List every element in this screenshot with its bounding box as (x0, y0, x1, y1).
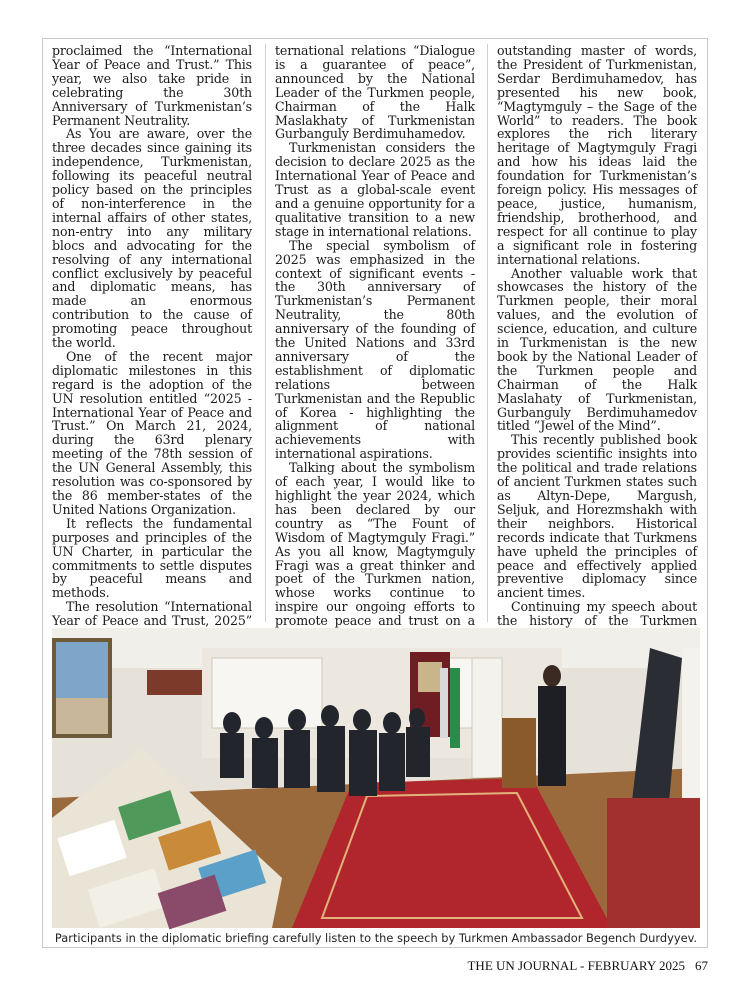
page-footer (467, 958, 708, 974)
paragraph: Turkmenistan considers the decision to declare 2025 as the International Year of Peace and Trust as a global-scale event and a genuine opportunity for a qualitative transition to a new stage in international relations. (275, 140, 475, 239)
photo-caption: Participants in the diplomatic briefing carefully listen to the speech by Turkmen Ambassador Begench Durdyyev. (54, 931, 698, 945)
paragraph: It reflects the fundamental purposes and principles of the UN Charter, in particular the commitments to settle disputes by peaceful means and methods. (52, 515, 252, 601)
page-number: 67 (695, 958, 708, 973)
paragraph: The resolution “International Year of Peace and Trust, 2025” (52, 599, 252, 629)
article-column-2 (275, 43, 475, 629)
paragraph: proclaimed the “International Year of Peace and Trust.” This year, we also take pride in celebrating the 30th Anniversary of Turkmenistan’s Permanent Neutrality. (52, 43, 252, 128)
article-column-1 (52, 43, 252, 629)
article-column-3 (497, 43, 697, 629)
paragraph: Talking about the symbolism of each year, I would like to highlight the year 2024, which has been declared by our country as “The Fount of Wisdom of Magtymguly Fragi.” As you all know, Magtymguly Fragi was a great thinker and poet of the Turkmen nation, whose works continue to inspire our ongoing efforts to promote peace and trust on a (275, 460, 475, 629)
paragraph: outstanding master of words, the President of Turkmenistan, Serdar Berdimuhamedov, has presented his new book, “Magtymguly – the Sage of the World” to readers. The book explores the rich literary heritage of Magtymguly Fragi and how his ideas laid the foundation for Turkmenistan’s foreign policy. His messages of peace, justice, humanism, friendship, brotherhood, and respect for all continue to play a significant role in fostering international relations. (497, 43, 697, 267)
column-divider (265, 44, 266, 622)
briefing-photo (52, 628, 700, 928)
paragraph: Continuing my speech about the history of the Turkmen (497, 599, 697, 629)
paragraph: This recently published book provides scientific insights into the political and trade relations of ancient Turkmen states such as Altyn-Depe, Margush, Seljuk, and Horezmshakh with their neighbors. Historical records indicate that Turkmens have upheld the principles of peace and effectively applied preventive diplomacy since ancient times. (497, 432, 697, 601)
column-divider (487, 44, 488, 622)
paragraph: Another valuable work that showcases the history of the Turkmen people, their moral values, and the evolution of science, education, and culture in Turkmenistan is the new book by the National Leader of the Turkmen people and Chairman of the Halk Maslahaty of Turkmenistan, Gurbanguly Berdimuhamedov titled “Jewel of the Mind”. (497, 265, 697, 434)
publication-name: THE UN JOURNAL - FEBRUARY 2025 (467, 958, 685, 973)
paragraph: The special symbolism of 2025 was emphasized in the context of significant events - the 30th anniversary of Turkmenistan’s Permanent Neutrality, the 80th anniversary of the founding of the United Nations and 33rd anniversary of the establishment of diplomatic relations between Turkmenistan and the Republic of Korea - highlighting the alignment of national achievements with international aspirations. (275, 237, 475, 462)
paragraph: As You are aware, over the three decades since gaining its independence, Turkmenistan, following its peaceful neutral policy based on the principles of non-interference in the internal affairs of other states, non-entry into any military blocs and advocating for the resolving of any international conflict exclusively by peaceful and diplomatic means, has made an enormous contribution to the cause of promoting peace throughout the world. (52, 126, 252, 351)
paragraph: One of the recent major diplomatic milestones in this regard is the adoption of the UN resolution entitled “2025 - International Year of Peace and Trust.” On March 21, 2024, during the 63rd plenary meeting of the 78th session of the UN General Assembly, this resolution was co-sponsored by the 86 member-states of the United Nations Organization. (52, 348, 252, 517)
paragraph: ternational relations “Dialogue is a guarantee of peace”, announced by the National Leader of the Turkmen people, Chairman of the Halk Maslakhaty of Turkmenistan Gurbanguly Berdimuhamedov. (275, 43, 475, 142)
